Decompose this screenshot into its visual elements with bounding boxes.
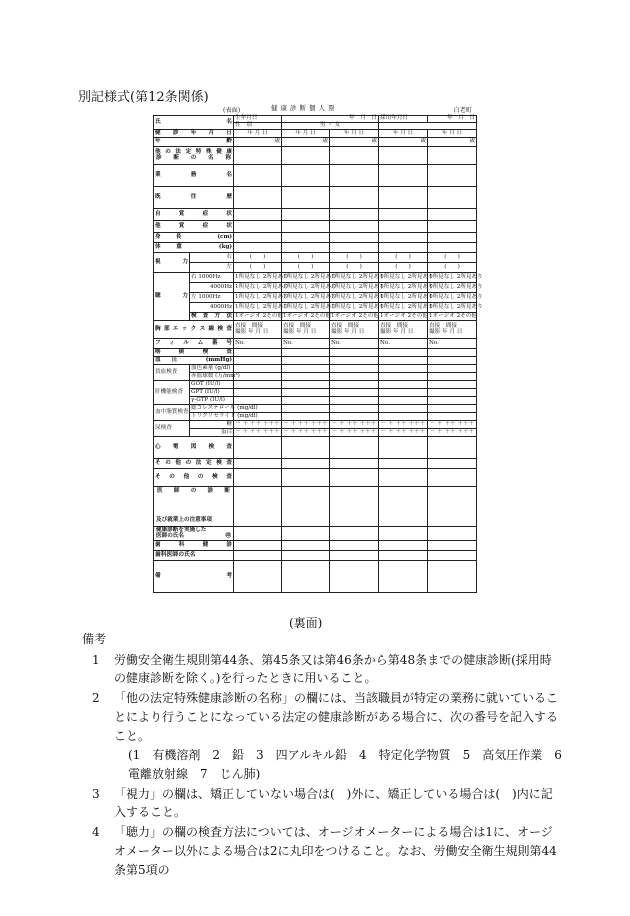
data-cell[interactable] <box>428 381 477 389</box>
diagnosis-line-1: 医師の診断 <box>157 488 231 494</box>
note-text: 「他の法定特殊健康診断の名称」の欄には、当該職員が特定の業務に就いていることにより行うことになっている法定の健康診断がある場合に、次の番号を記入すること。 <box>114 691 559 743</box>
data-cell[interactable] <box>428 527 477 541</box>
film-cell[interactable]: No. <box>234 339 282 349</box>
hearing-cell[interactable]: 1所見なし 2所見あり <box>428 283 477 293</box>
height-label: 身長 (cm) <box>154 233 234 243</box>
hearing-cell[interactable]: 1所見なし 2所見あり <box>234 283 282 293</box>
liver-label: 肝機能検査 <box>154 381 190 405</box>
hearing-l4000-label: 4000Hz <box>190 303 234 313</box>
hearing-cell[interactable]: 1所見なし 2所見あり <box>379 283 428 293</box>
form-header <box>153 103 476 115</box>
age-cell[interactable]: 歳 <box>428 138 477 147</box>
data-cell[interactable] <box>379 243 428 253</box>
data-cell[interactable] <box>428 233 477 243</box>
xray-date: 撮影 年 月 日 <box>331 328 365 335</box>
method-cell[interactable]: 1オージオ 2その他 <box>429 312 477 319</box>
data-cell[interactable] <box>330 165 379 187</box>
notes-section <box>82 630 574 880</box>
data-cell[interactable] <box>234 389 282 397</box>
dentist-label: 歯科医師の氏名 <box>154 551 234 561</box>
data-cell[interactable] <box>234 397 282 405</box>
hearing-cell[interactable]: 1所見なし 2所見あり <box>282 283 330 293</box>
data-cell[interactable] <box>379 541 428 551</box>
form-title: 健康診断個人票 <box>271 104 338 112</box>
urine-cell[interactable]: － ＋ ＋＋ ＋＋＋ <box>330 421 379 429</box>
note-number: 4 <box>92 825 100 840</box>
data-cell[interactable] <box>282 397 330 405</box>
data-cell[interactable] <box>379 561 428 593</box>
xray-cell[interactable] <box>282 321 330 339</box>
data-cell[interactable] <box>428 551 477 561</box>
got-label: GOT (IU/l) <box>190 381 234 389</box>
data-cell[interactable] <box>330 541 379 551</box>
hearing-cell[interactable]: 1所見なし 2所見あり <box>428 293 477 303</box>
health-exam-form <box>153 103 483 593</box>
data-cell[interactable] <box>330 381 379 389</box>
data-cell[interactable] <box>234 209 282 221</box>
data-cell[interactable] <box>282 243 330 253</box>
data-cell[interactable] <box>379 405 428 413</box>
weight-label: 体重 (kg) <box>154 243 234 253</box>
method-cell[interactable]: 1オージオ 2その他 <box>380 312 428 319</box>
data-cell[interactable] <box>282 209 330 221</box>
data-cell[interactable] <box>282 551 330 561</box>
xray-type: 直接 間接 <box>429 322 458 329</box>
doctor-label <box>154 527 234 541</box>
notes-heading: 備考 <box>82 632 107 646</box>
urine-cell[interactable]: － ＋ ＋＋ ＋＋＋ <box>235 420 280 427</box>
data-cell[interactable] <box>428 147 477 165</box>
data-cell[interactable] <box>234 437 282 459</box>
vision-label: 視力 <box>154 253 190 273</box>
urine-cell[interactable]: － ＋ ＋＋ ＋＋＋ <box>428 421 477 429</box>
note-item <box>82 746 574 783</box>
note-text: 労働安全衛生規則第44条、第45条又は第46条から第48条までの健康診断(採用時の健康診断を除く。)を行ったときに用いること。 <box>114 652 552 686</box>
hearing-cell[interactable]: 1所見なし 2所見あり <box>330 283 379 293</box>
hearing-cell[interactable]: 1所見なし 2所見あり <box>234 293 282 303</box>
data-cell[interactable] <box>330 551 379 561</box>
xray-date: 撮影 年 月 日 <box>283 328 317 335</box>
data-cell[interactable] <box>428 209 477 221</box>
data-cell[interactable] <box>282 541 330 551</box>
vision-left-label: 左 <box>190 263 234 273</box>
data-cell[interactable] <box>428 349 477 357</box>
doctor-line-1: 健康診断を実施した <box>156 526 207 533</box>
hearing-cell[interactable]: 1所見なし 2所見あり <box>282 293 330 303</box>
data-cell[interactable] <box>234 357 282 365</box>
rbc-label: 赤血球数 (万/mm³) <box>191 372 240 379</box>
ecg-label: 心電図検査 <box>154 437 234 459</box>
film-cell[interactable]: No. <box>330 339 379 349</box>
data-cell[interactable] <box>379 469 428 487</box>
exam-date-cell[interactable]: 年 月 日 <box>282 130 330 138</box>
data-cell[interactable] <box>330 373 379 381</box>
urine-cell[interactable]: － ＋ ＋＋ ＋＋＋ <box>428 429 477 437</box>
side-label: (表面) <box>223 107 241 114</box>
exam-date-label: 健診年月日 <box>155 129 233 136</box>
data-cell[interactable] <box>282 527 330 541</box>
data-cell[interactable] <box>282 381 330 389</box>
xray-date: 撮影 年 月 日 <box>235 328 269 335</box>
xray-cell[interactable] <box>234 321 282 339</box>
data-cell[interactable] <box>282 365 330 373</box>
data-cell[interactable] <box>379 209 428 221</box>
data-cell[interactable] <box>379 551 428 561</box>
hearing-cell[interactable]: 1所見なし 2所見あり <box>428 303 477 313</box>
vision-right-cell[interactable]: ( ) <box>282 253 330 263</box>
triglyceride-label: トリグリセライド (mg/dl) <box>191 412 258 419</box>
data-cell[interactable] <box>330 469 379 487</box>
data-cell[interactable] <box>428 405 477 413</box>
method-cell[interactable]: 1オージオ 2その他 <box>331 312 379 319</box>
other-legal-line-2: 診断の名称 <box>156 154 232 161</box>
subjective-label: 自覚症状 <box>154 209 234 221</box>
hearing-cell[interactable]: 1所見なし 2所見あり <box>379 273 428 283</box>
data-cell[interactable] <box>282 469 330 487</box>
data-cell[interactable] <box>330 527 379 541</box>
other-exam-label: その他の検査 <box>154 469 234 487</box>
data-cell[interactable] <box>428 469 477 487</box>
other-legal-exam-row-label: その他の法定検査 <box>154 459 234 469</box>
cholesterol-label: 総コレステロール (mg/dl) <box>191 404 258 411</box>
data-cell[interactable] <box>330 209 379 221</box>
doctor-name-label: 医師の氏名 <box>156 532 184 539</box>
exam-table <box>153 115 483 593</box>
data-cell[interactable] <box>330 487 379 527</box>
data-cell[interactable] <box>379 165 428 187</box>
data-cell[interactable] <box>282 389 330 397</box>
job-label: 業務名 <box>154 165 234 187</box>
anemia-label: 貧血検査 <box>154 365 190 381</box>
note-item <box>82 651 562 688</box>
data-cell[interactable] <box>234 469 282 487</box>
data-cell[interactable] <box>379 357 428 365</box>
film-label: フィルム番号 <box>154 339 234 349</box>
data-cell[interactable] <box>282 373 330 381</box>
xray-cell[interactable] <box>379 321 428 339</box>
sugar-label: 糖 <box>190 421 234 429</box>
data-cell[interactable] <box>282 561 330 593</box>
film-cell[interactable]: No. <box>379 339 428 349</box>
exam-date-cell[interactable]: 年 月 日 <box>379 130 428 138</box>
data-cell[interactable] <box>282 165 330 187</box>
age-cell[interactable]: 歳 <box>282 138 330 147</box>
data-cell[interactable] <box>379 233 428 243</box>
data-cell[interactable] <box>330 397 379 405</box>
name-label: 氏 名 <box>154 116 234 130</box>
data-cell[interactable] <box>282 357 330 365</box>
urine-cell[interactable]: － ＋ ＋＋ ＋＋＋ <box>283 420 328 427</box>
data-cell[interactable] <box>330 187 379 209</box>
xray-type: 直接 間接 <box>235 322 263 329</box>
data-cell[interactable] <box>234 147 282 165</box>
urine-cell[interactable]: － ＋ ＋＋ ＋＋＋ <box>330 429 379 437</box>
data-cell[interactable] <box>282 349 330 357</box>
hearing-cell[interactable]: 1所見なし 2所見あり <box>428 273 477 283</box>
birth-date-field[interactable]: 年 月 日 <box>282 116 379 123</box>
data-cell[interactable] <box>428 365 477 373</box>
data-cell[interactable] <box>379 381 428 389</box>
objective-label: 他覚症状 <box>154 221 234 233</box>
data-cell[interactable] <box>282 487 330 527</box>
hearing-cell[interactable]: 1所見なし 2所見あり <box>234 303 282 313</box>
method-cell[interactable]: 1オージオ 2その他 <box>235 312 283 319</box>
age-cell[interactable]: 歳 <box>234 138 282 147</box>
data-cell[interactable] <box>234 187 282 209</box>
data-cell[interactable] <box>234 459 282 469</box>
gpt-label: GPT (IU/l) <box>190 389 234 397</box>
page-title: 別記様式(第12条関係) <box>78 90 209 105</box>
xray-type: 直接 間接 <box>283 322 311 329</box>
data-cell[interactable] <box>234 365 282 373</box>
hire-date-field[interactable]: 年 月 日 <box>428 116 477 123</box>
data-cell[interactable] <box>428 357 477 365</box>
data-cell[interactable] <box>234 373 282 381</box>
dental-label: 歯科健診 <box>154 541 234 551</box>
seal-mark: ㊞ <box>225 532 232 539</box>
data-cell[interactable] <box>379 365 428 373</box>
data-cell[interactable] <box>282 437 330 459</box>
data-cell[interactable] <box>428 187 477 209</box>
exam-date-cell[interactable]: 年 月 日 <box>428 130 477 138</box>
town-name: 白老町 <box>453 107 472 114</box>
data-cell[interactable] <box>234 487 282 527</box>
urine-cell[interactable]: － ＋ ＋＋ ＋＋＋ <box>235 428 280 435</box>
data-cell[interactable] <box>330 357 379 365</box>
data-cell[interactable] <box>234 243 282 253</box>
age-label: 年齢 <box>154 138 234 147</box>
data-cell[interactable] <box>379 187 428 209</box>
data-cell[interactable] <box>282 413 330 421</box>
data-cell[interactable] <box>330 221 379 233</box>
data-cell[interactable] <box>428 397 477 405</box>
lipid-label: 血中脂質検査 <box>154 405 190 421</box>
vision-left-cell[interactable]: ( ) <box>282 263 330 273</box>
data-cell[interactable] <box>428 561 477 593</box>
hearing-r4000-label: 4000Hz <box>190 283 234 293</box>
note-number: 3 <box>92 786 100 801</box>
other-legal-line-1: 他の法定特殊健康 <box>155 148 233 155</box>
data-cell[interactable] <box>330 413 379 421</box>
data-cell[interactable] <box>379 397 428 405</box>
hearing-cell[interactable]: 1所見なし 2所見あり <box>330 273 379 283</box>
sex-options[interactable]: 男 ・ 女 <box>282 123 379 130</box>
data-cell[interactable] <box>379 349 428 357</box>
vision-right-cell[interactable]: ( ) <box>234 253 282 263</box>
hearing-cell[interactable]: 1所見なし 2所見あり <box>282 303 330 313</box>
remarks-label: 備考 <box>154 561 234 593</box>
data-cell[interactable] <box>379 487 428 527</box>
data-cell[interactable] <box>428 413 477 421</box>
data-cell[interactable] <box>379 437 428 459</box>
hb-label: 血色素量 (g/dl) <box>190 365 234 373</box>
vision-right-cell[interactable]: ( ) <box>379 253 428 263</box>
data-cell[interactable] <box>282 221 330 233</box>
hearing-cell[interactable]: 1所見なし 2所見あり <box>379 303 428 313</box>
hearing-cell[interactable]: 1所見なし 2所見あり <box>330 293 379 303</box>
data-cell[interactable] <box>330 405 379 413</box>
data-cell[interactable] <box>234 381 282 389</box>
doctor-line-2 <box>155 534 232 540</box>
data-cell[interactable] <box>428 437 477 459</box>
xray-type: 直接 間接 <box>380 322 409 329</box>
data-cell[interactable] <box>282 233 330 243</box>
urine-cell[interactable]: － ＋ ＋＋ ＋＋＋ <box>283 428 328 435</box>
hearing-l1000-label: 左 1000Hz <box>190 293 234 303</box>
data-cell[interactable] <box>234 221 282 233</box>
back-label: (裏面) <box>289 616 323 630</box>
urine-cell[interactable]: － ＋ ＋＋ ＋＋＋ <box>379 429 428 437</box>
data-cell[interactable] <box>282 147 330 165</box>
data-cell[interactable] <box>330 459 379 469</box>
data-cell[interactable] <box>379 373 428 381</box>
xray-label: 胸部エックス線検査 <box>154 321 234 339</box>
data-cell[interactable] <box>379 459 428 469</box>
note-item <box>82 785 562 822</box>
note-text: 「聴力」の欄の検査方法については、オージオメーターによる場合は1に、オージオメーター以外による場合は2に丸印をつけること。なお、労働安全衛生規則第44条第5項の <box>114 825 557 877</box>
data-cell[interactable] <box>379 389 428 397</box>
xray-cell[interactable] <box>330 321 379 339</box>
data-cell[interactable] <box>428 459 477 469</box>
data-cell[interactable] <box>234 527 282 541</box>
bp-label: 血圧 (mmHg) <box>155 356 233 363</box>
data-cell[interactable] <box>330 147 379 165</box>
data-cell[interactable] <box>330 365 379 373</box>
hire-label: 採用年月日 <box>379 116 428 123</box>
data-cell[interactable] <box>330 233 379 243</box>
data-cell[interactable] <box>379 221 428 233</box>
data-cell[interactable] <box>428 487 477 527</box>
data-cell[interactable] <box>428 243 477 253</box>
data-cell[interactable] <box>234 233 282 243</box>
data-cell[interactable] <box>234 349 282 357</box>
data-cell[interactable] <box>428 541 477 551</box>
hearing-r1000-label: 右 1000Hz <box>190 273 234 283</box>
xray-type: 直接 間接 <box>331 322 359 329</box>
film-cell[interactable]: No. <box>282 339 330 349</box>
data-cell[interactable] <box>234 551 282 561</box>
data-cell[interactable] <box>330 561 379 593</box>
film-cell[interactable]: No. <box>428 339 477 349</box>
data-cell[interactable] <box>282 459 330 469</box>
blank-header-cell <box>379 123 477 130</box>
ggt-label: γ-GTP (IU/l) <box>190 397 234 405</box>
data-cell[interactable] <box>234 165 282 187</box>
hearing-label: 聴力 <box>154 273 190 321</box>
protein-label: 蛋白 <box>190 429 234 437</box>
diagnosis-label <box>154 487 234 527</box>
sex-label: 性 別 <box>234 123 282 130</box>
note-number: 1 <box>92 652 100 667</box>
data-cell[interactable] <box>234 541 282 551</box>
other-legal-exam-label <box>154 147 234 165</box>
vision-left-cell[interactable]: ( ) <box>379 263 428 273</box>
age-cell[interactable]: 歳 <box>379 138 428 147</box>
data-cell[interactable] <box>428 221 477 233</box>
note-text: (1 有機溶剤 2 鉛 3 四アルキル鉛 4 特定化学物質 5 高気圧作業 6 電離放射線 7 じん肺) <box>128 748 574 782</box>
diagnosis-line-2: 及び就業上の注意事項 <box>156 516 212 523</box>
data-cell[interactable] <box>428 373 477 381</box>
hearing-method-label: 検査方法 <box>191 312 233 319</box>
data-cell[interactable] <box>282 405 330 413</box>
xray-date: 撮影 年 月 日 <box>380 328 414 335</box>
hearing-cell[interactable]: 1所見なし 2所見あり <box>330 303 379 313</box>
data-cell[interactable] <box>330 389 379 397</box>
data-cell[interactable] <box>330 349 379 357</box>
data-cell[interactable] <box>330 437 379 459</box>
vision-right-cell[interactable]: ( ) <box>428 253 477 263</box>
note-item <box>82 823 562 879</box>
data-cell[interactable] <box>234 561 282 593</box>
note-item <box>82 689 562 745</box>
data-cell[interactable] <box>379 147 428 165</box>
birth-label: 生年月日 <box>234 116 282 123</box>
exam-date-cell[interactable]: 年 月 日 <box>330 130 379 138</box>
vision-left-cell[interactable]: ( ) <box>330 263 379 273</box>
vision-right-label: 右 <box>190 253 234 263</box>
history-label: 既往歴 <box>154 187 234 209</box>
data-cell[interactable] <box>428 165 477 187</box>
urine-cell[interactable]: － ＋ ＋＋ ＋＋＋ <box>379 421 428 429</box>
sputum-label: 喀痰検査 <box>155 348 233 355</box>
vision-right-cell[interactable]: ( ) <box>330 253 379 263</box>
xray-cell[interactable] <box>428 321 477 339</box>
exam-date-cell[interactable]: 年 月 日 <box>234 130 282 138</box>
data-cell[interactable] <box>379 413 428 421</box>
data-cell[interactable] <box>330 243 379 253</box>
hearing-cell[interactable]: 1所見なし 2所見あり <box>234 273 282 283</box>
vision-left-cell[interactable]: ( ) <box>428 263 477 273</box>
age-cell[interactable]: 歳 <box>330 138 379 147</box>
hearing-cell[interactable]: 1所見なし 2所見あり <box>282 273 330 283</box>
note-number: 2 <box>92 691 100 706</box>
hearing-cell[interactable]: 1所見なし 2所見あり <box>379 293 428 303</box>
note-text: 「視力」の欄は、矯正していない場合は( )外に、矯正している場合は( )内に記入すること。 <box>114 786 553 820</box>
vision-left-cell[interactable]: ( ) <box>234 263 282 273</box>
method-cell[interactable]: 1オージオ 2その他 <box>283 312 331 319</box>
data-cell[interactable] <box>379 527 428 541</box>
xray-date: 撮影 年 月 日 <box>429 328 463 335</box>
data-cell[interactable] <box>282 187 330 209</box>
data-cell[interactable] <box>428 389 477 397</box>
urine-label: 尿検査 <box>154 421 190 437</box>
